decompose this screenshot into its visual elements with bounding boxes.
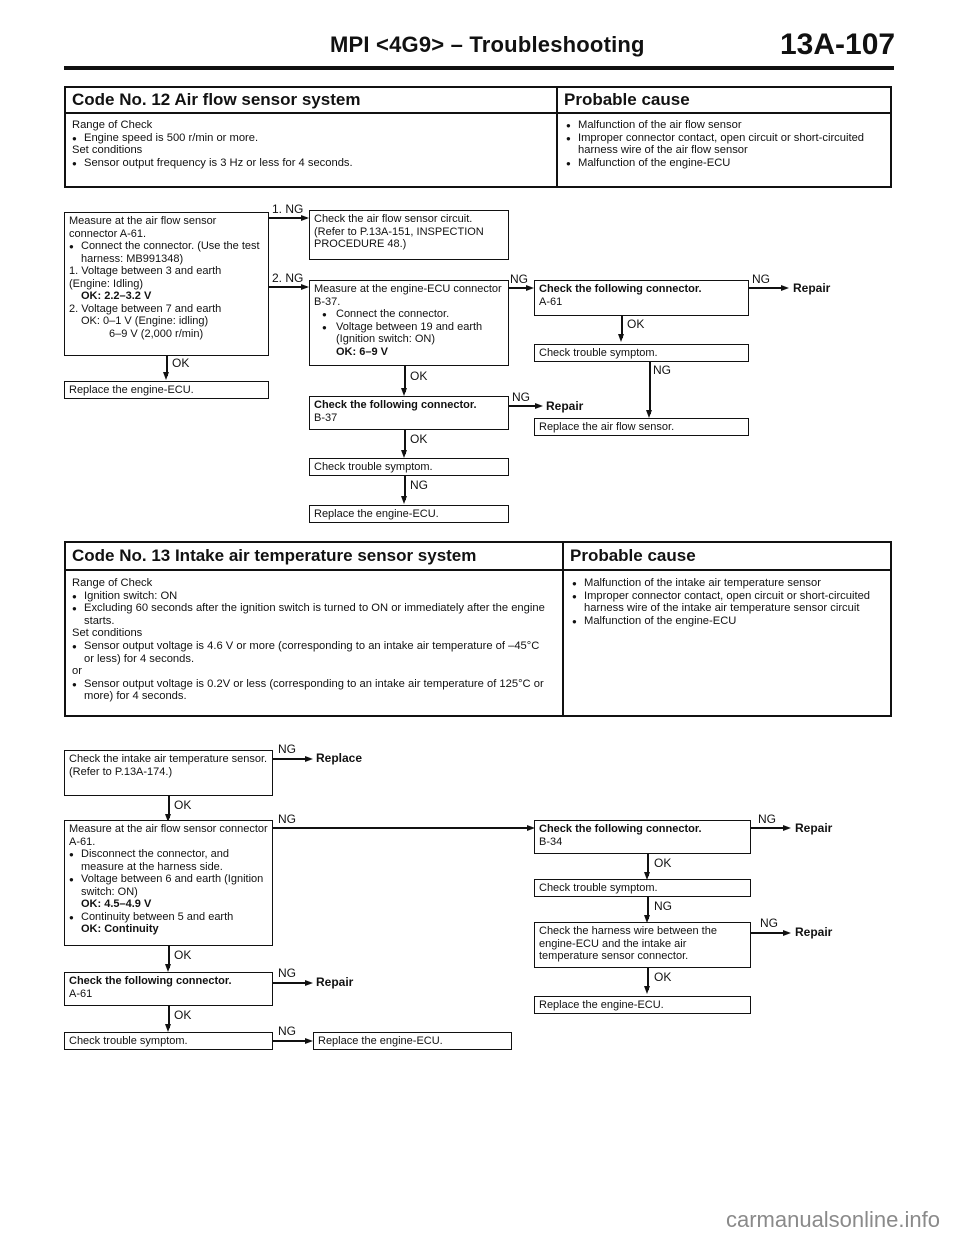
ok-label: OK — [172, 356, 190, 370]
code12-causes — [566, 119, 884, 169]
harness-check-box: Check the harness wire between the engine-ECU and the intake air temperature sensor connector. — [534, 922, 751, 968]
ok-label: OK — [410, 432, 428, 446]
repair-label: Repair — [793, 281, 831, 295]
ok-label: OK — [654, 856, 672, 870]
repair-label: Repair — [316, 975, 354, 989]
ng-label: NG — [752, 272, 770, 286]
ng1-label: 1. NG — [272, 202, 304, 216]
replace-ecu-box: Replace the engine-ECU. — [313, 1032, 512, 1050]
ok-label: OK — [654, 970, 672, 984]
code13-causes — [572, 577, 884, 627]
afs-measure-box: Measure at the air flow sensor connector A-61. ● Connect the connector. (Use the test harness: MB991348) 1. Voltage between 3 and earth (Engine: Idling) OK: 2.2–3.2 V 2. Voltage between 7 and earth OK: 0–1 V (Engine: idling) 6–9 V (2,000 r/min) — [64, 212, 269, 356]
cause-item: ● Improper connector contact, open circuit or short-circuited harness wire of the air flow sensor — [566, 132, 884, 157]
ng-label: NG — [758, 812, 776, 826]
ng-label: NG — [653, 363, 671, 377]
page-number: 13A-107 — [780, 28, 896, 61]
ng-label: NG — [278, 742, 296, 756]
ok-label: OK — [174, 798, 192, 812]
cause-item: ● Malfunction of the engine-ECU — [566, 157, 884, 170]
trouble-symptom-box: Check trouble symptom. — [64, 1032, 273, 1050]
ng2-label: 2. NG — [272, 271, 304, 285]
code13-table — [64, 541, 892, 717]
code12-range-item: ● Engine speed is 500 r/min or more. — [72, 132, 542, 145]
replace-ecu-box: Replace the engine-ECU. — [64, 381, 269, 399]
ng-label: NG — [278, 1024, 296, 1038]
code12-table — [64, 86, 892, 188]
cause-item: ● Improper connector contact, open circuit or short-circuited harness wire of the intake air temperature sensor circuit — [572, 590, 884, 615]
repair-label: Repair — [795, 925, 833, 939]
afs-connector-measure-box: Measure at the air flow sensor connector A-61. ● Disconnect the connector, and measure at the harness side. ● Voltage between 6 and earth (Ignition switch: ON) OK: 4.5–4.9 V ● Continuity between 5 and earth OK: Continuity — [64, 820, 273, 946]
cause-item: ● Malfunction of the engine-ECU — [572, 615, 884, 628]
code13-cause-title: Probable cause — [570, 546, 696, 565]
ng-label: NG — [278, 966, 296, 980]
repair-label: Repair — [795, 821, 833, 835]
connector-b37-box: Check the following connector. B-37 — [309, 396, 509, 430]
code12-title: Code No. 12 Air flow sensor system — [72, 90, 361, 109]
ng-label: NG — [654, 899, 672, 913]
iat-sensor-check-box: Check the intake air temperature sensor. (Refer to P.13A-174.) — [64, 750, 273, 796]
trouble-symptom-box: Check trouble symptom. — [309, 458, 509, 476]
replace-ecu-box: Replace the engine-ECU. — [309, 505, 509, 523]
replace-ecu-box: Replace the engine-ECU. — [534, 996, 751, 1014]
cause-item: ● Malfunction of the air flow sensor — [566, 119, 884, 132]
ok-label: OK — [174, 1008, 192, 1022]
replace-afs-box: Replace the air flow sensor. — [534, 418, 749, 436]
code13-conditions: Range of Check ● Ignition switch: ON ● Excluding 60 seconds after the ignition switch is turned to ON or immediately after the engine starts. Set conditions ● Sensor output voltage is 4.6 V or more (corresponding to an intake air temperature of –45°C or less) for 4 seconds. or ● Sensor output voltage is 0.2V or less (corresponding to an intake air temperature of 125°C or more) for 4 seconds. — [72, 577, 550, 703]
ok-label: OK — [174, 948, 192, 962]
replace-label: Replace — [316, 751, 363, 765]
code12-conditions: Range of Check ● Engine speed is 500 r/min or more. Set conditions ● Sensor output frequency is 3 Hz or less for 4 seconds. — [72, 119, 542, 169]
ng-label: NG — [760, 916, 778, 930]
connector-a61-box: Check the following connector. A-61 — [534, 280, 749, 316]
trouble-symptom-box: Check trouble symptom. — [534, 879, 751, 897]
code12-set-item: ● Sensor output frequency is 3 Hz or less for 4 seconds. — [72, 157, 542, 170]
ok-label: OK — [627, 317, 645, 331]
ng-label: NG — [278, 812, 296, 826]
afs-circuit-box: Check the air flow sensor circuit. (Refer to P.13A-151, INSPECTION PROCEDURE 48.) — [309, 210, 509, 260]
ok-label: OK — [410, 369, 428, 383]
ng-label: NG — [512, 390, 530, 404]
trouble-symptom-box: Check trouble symptom. — [534, 344, 749, 362]
header-rule — [64, 66, 894, 70]
repair-label: Repair — [546, 399, 584, 413]
connector-a61-box: Check the following connector. A-61 — [64, 972, 273, 1006]
watermark: carmanualsonline.info — [725, 1207, 940, 1232]
cause-item: ● Malfunction of the intake air temperature sensor — [572, 577, 884, 590]
ecu-measure-box: Measure at the engine-ECU connector B-37. ● Connect the connector. ● Voltage between 19 and earth (Ignition switch: ON) OK: 6–9 V — [309, 280, 509, 366]
ng-label: NG — [410, 478, 428, 492]
code13-title: Code No. 13 Intake air temperature sensor system — [72, 546, 477, 565]
connector-b34-box: Check the following connector. B-34 — [534, 820, 751, 854]
code12-cause-title: Probable cause — [564, 90, 690, 109]
page-title: MPI <4G9> – Troubleshooting — [330, 32, 645, 57]
ng-label: NG — [510, 272, 528, 286]
